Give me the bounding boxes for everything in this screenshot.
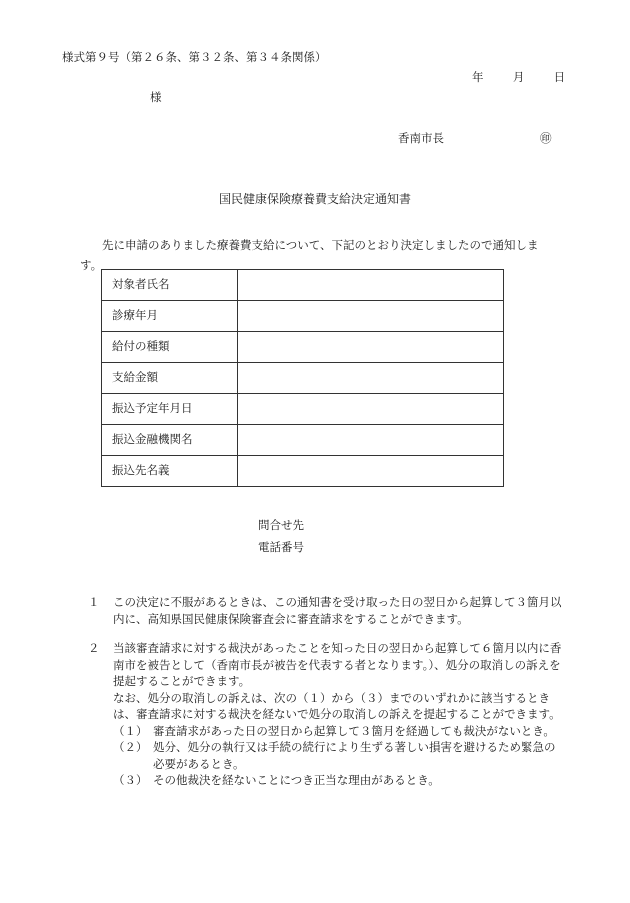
decision-details-table: [101, 269, 504, 487]
condition-number: （１）: [113, 723, 148, 738]
row-label: 支給金額: [102, 363, 238, 394]
seal-mark: ㊞: [540, 131, 552, 145]
condition-number: （２）: [113, 740, 148, 754]
form-number: 様式第９号（第２６条、第３２条、第３４条関係）: [62, 50, 327, 64]
row-value: [238, 456, 504, 487]
row-label: 振込金融機関名: [102, 425, 238, 456]
document-title: 国民健康保険療養費支給決定通知書: [218, 192, 411, 206]
phone-label: 電話番号: [258, 540, 304, 554]
row-value: [238, 301, 504, 332]
notice-item-2: [88, 640, 566, 789]
condition-item-2: [113, 739, 566, 772]
condition-number: （３）: [113, 773, 148, 787]
row-value: [238, 270, 504, 301]
row-value: [238, 332, 504, 363]
table-row: [102, 332, 504, 363]
table-row: [102, 270, 504, 301]
contact-block: [258, 514, 304, 558]
notice-item-1: [88, 594, 566, 627]
condition-item-1: [113, 723, 566, 740]
row-value: [238, 425, 504, 456]
table-row: [102, 301, 504, 332]
date-month-label: 月: [512, 70, 525, 84]
table-row: [102, 394, 504, 425]
notice-number: １: [88, 595, 100, 609]
date-day-label: 日: [553, 70, 566, 84]
condition-item-3: [113, 772, 566, 789]
inquiry-label: 問合せ先: [258, 518, 304, 532]
condition-text: 処分、処分の執行又は手続の続行により生ずる著しい損害を避けるため緊急の必要があるとき。: [153, 740, 556, 771]
notice-number: ２: [88, 641, 100, 655]
date-line: [472, 72, 565, 84]
row-value: [238, 394, 504, 425]
row-value: [238, 363, 504, 394]
row-label: 対象者氏名: [102, 270, 238, 301]
table-row: [102, 363, 504, 394]
row-label: 振込先名義: [102, 456, 238, 487]
notice-text: 当該審査請求に対する裁決があったことを知った日の翌日から起算して６箇月以内に香南市を被告として（香南市長が被告を代表する者となります。）、処分の取消しの訴えを提起することができます。: [113, 641, 562, 688]
row-label: 振込予定年月日: [102, 394, 238, 425]
intro-paragraph: 先に申請のありました療養費支給について、下記のとおり決定しましたので通知します。: [80, 238, 539, 272]
row-label: 診療年月: [102, 301, 238, 332]
addressee-suffix: 様: [150, 90, 162, 104]
row-label: 給付の種類: [102, 332, 238, 363]
table-row: [102, 425, 504, 456]
date-year-label: 年: [472, 70, 484, 84]
condition-text: その他裁決を経ないことにつき正当な理由があるとき。: [153, 773, 440, 787]
notice-text: この決定に不服があるときは、この通知書を受け取った日の翌日から起算して３箇月以内に、高知県国民健康保険審査会に審査請求をすることができます。: [113, 595, 562, 626]
issuer-name: 香南市長: [398, 131, 444, 145]
notice-supplement: なお、処分の取消しの訴えは、次の（１）から（３）までのいずれかに該当するときは、審査請求に対する裁決を経ないで処分の取消しの訴えを提起することができます。: [113, 690, 561, 721]
condition-text: 審査請求があった日の翌日から起算して３箇月を経過しても裁決がないとき。: [153, 723, 555, 738]
table-row: [102, 456, 504, 487]
